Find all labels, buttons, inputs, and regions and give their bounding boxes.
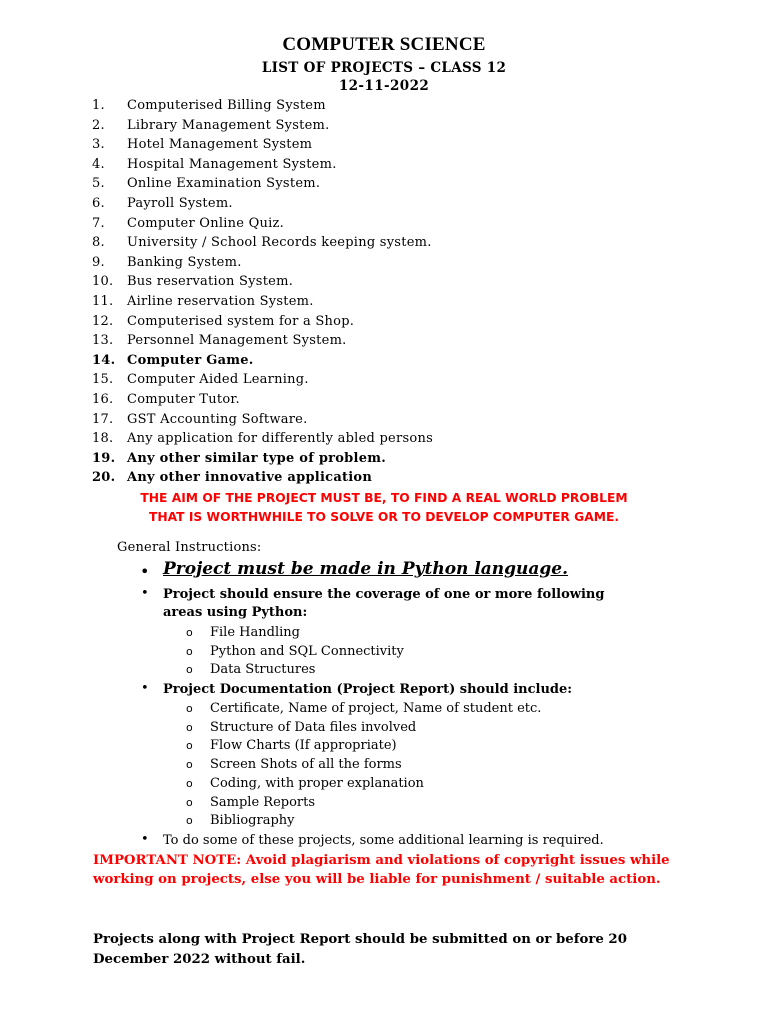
project-item [92, 116, 433, 136]
documentation-heading: Project Documentation (Project Report) should include: [163, 682, 573, 697]
project-label: Computer Online Quiz. [127, 215, 285, 231]
circle-o-icon: o [186, 702, 193, 715]
sub-list-item [186, 700, 541, 719]
project-list [92, 96, 433, 488]
sub-list-text: Screen Shots of all the forms [210, 757, 402, 773]
project-label: Any application for differently abled persons [127, 431, 434, 447]
circle-o-icon: o [186, 720, 193, 734]
coverage-line-1: Project should ensure the coverage of one or more following [163, 587, 605, 602]
project-label: Banking System. [127, 254, 242, 270]
project-number: 2. [92, 117, 105, 133]
sub-list-text: Certificate, Name of project, Name of student etc. [210, 701, 542, 716]
project-item [92, 214, 433, 234]
circle-o-icon: o [186, 795, 193, 809]
sub-list-text: Python and SQL Connectivity [210, 643, 404, 659]
sub-list-item [186, 719, 416, 738]
project-number: 18. [92, 431, 114, 447]
project-number: 16. [92, 391, 114, 407]
project-item [92, 272, 433, 292]
document-title: COMPUTER SCIENCE [282, 34, 486, 55]
circle-o-icon: o [186, 739, 193, 753]
sub-list-item [186, 737, 397, 756]
project-label: University / School Records keeping system. [127, 235, 432, 251]
project-item [92, 351, 433, 371]
project-item [92, 194, 433, 214]
circle-o-icon: o [186, 626, 193, 639]
project-number: 13. [92, 333, 114, 349]
sub-list-item [186, 794, 315, 813]
project-item [92, 410, 433, 430]
project-label: Any other similar type of problem. [127, 450, 387, 466]
project-label: Computer Game. [127, 352, 254, 368]
project-item [92, 312, 433, 332]
circle-o-icon: o [186, 644, 193, 658]
sub-list-item [186, 812, 295, 831]
project-number: 3. [92, 137, 105, 153]
project-label: Library Management System. [127, 117, 330, 133]
project-label: Hospital Management System. [127, 156, 337, 172]
project-number: 19. [92, 450, 116, 466]
project-label: Computerised Billing System [127, 98, 326, 113]
python-requirement: Project must be made in Python language. [163, 559, 569, 579]
aim-line-1: THE AIM OF THE PROJECT MUST BE, TO FIND A REAL WORLD PROBLEM [140, 491, 628, 505]
project-item [92, 96, 433, 116]
project-number: 6. [92, 195, 105, 211]
bullet-icon: • [141, 832, 149, 847]
project-number: 12. [92, 313, 114, 329]
project-number: 1. [92, 98, 105, 113]
project-item [92, 429, 433, 449]
project-label: Online Examination System. [127, 176, 321, 192]
project-label: Computerised system for a Shop. [127, 313, 355, 329]
submission-deadline: Projects along with Project Report should be submitted on or before 20 December 2022 without fail. [93, 932, 627, 967]
circle-o-icon: o [186, 776, 193, 790]
project-item [92, 449, 433, 469]
project-number: 5. [92, 176, 105, 192]
general-instructions-heading: General Instructions: [117, 540, 262, 555]
sub-list-item [186, 624, 300, 643]
project-number: 14. [92, 352, 116, 368]
project-label: Computer Tutor. [127, 391, 240, 407]
project-item [92, 468, 433, 488]
additional-learning-note: To do some of these projects, some additional learning is required. [163, 833, 604, 848]
project-number: 8. [92, 235, 105, 251]
sub-list-text: Structure of Data files involved [210, 719, 417, 735]
project-item [92, 331, 433, 351]
project-item [92, 292, 433, 312]
sub-list-item [186, 775, 424, 794]
project-label: Airline reservation System. [127, 293, 314, 309]
project-label: Any other innovative application [127, 470, 373, 486]
sub-list-text: File Handling [210, 625, 300, 640]
document-date: 12-11-2022 [338, 78, 430, 94]
project-item [92, 253, 433, 273]
circle-o-icon: o [186, 663, 193, 677]
project-label: Personnel Management System. [127, 333, 347, 349]
project-number: 17. [92, 411, 114, 427]
sub-list-item [186, 661, 315, 680]
project-item [92, 370, 433, 390]
sub-list-text: Data Structures [210, 662, 316, 678]
project-number: 20. [92, 470, 116, 486]
project-number: 15. [92, 372, 114, 388]
circle-o-icon: o [186, 814, 193, 828]
bullet-icon: • [141, 586, 149, 601]
project-item [92, 390, 433, 410]
project-item [92, 233, 433, 253]
sub-list-item [186, 643, 404, 662]
document-subtitle: LIST OF PROJECTS – CLASS 12 [261, 60, 507, 76]
bullet-icon: • [141, 681, 149, 696]
project-label: Computer Aided Learning. [127, 372, 309, 388]
important-note: IMPORTANT NOTE: Avoid plagiarism and violations of copyright issues while working on projects, else you will be liable for punishment / suitable action. [93, 853, 670, 887]
sub-list-text: Flow Charts (If appropriate) [210, 738, 397, 754]
project-label: GST Accounting Software. [127, 411, 308, 427]
project-number: 4. [92, 156, 105, 172]
circle-o-icon: o [186, 758, 193, 772]
aim-line-2: THAT IS WORTHWHILE TO SOLVE OR TO DEVELOP COMPUTER GAME. [148, 510, 620, 524]
sub-list-text: Coding, with proper explanation [210, 775, 424, 791]
sub-list-text: Bibliography [210, 813, 295, 829]
project-number: 11. [92, 293, 114, 309]
sub-list-item [186, 756, 402, 775]
project-number: 10. [92, 274, 114, 290]
project-item [92, 135, 433, 155]
aim-statement [0, 489, 768, 527]
project-item [92, 174, 433, 194]
project-number: 9. [92, 254, 105, 270]
bullet-icon: • [140, 562, 150, 581]
sub-list-text: Sample Reports [210, 794, 316, 810]
project-label: Hotel Management System [127, 137, 313, 153]
coverage-line-2: areas using Python: [163, 605, 308, 620]
project-number: 7. [92, 215, 105, 231]
project-label: Payroll System. [127, 195, 233, 211]
project-label: Bus reservation System. [127, 274, 294, 290]
project-item [92, 155, 433, 175]
